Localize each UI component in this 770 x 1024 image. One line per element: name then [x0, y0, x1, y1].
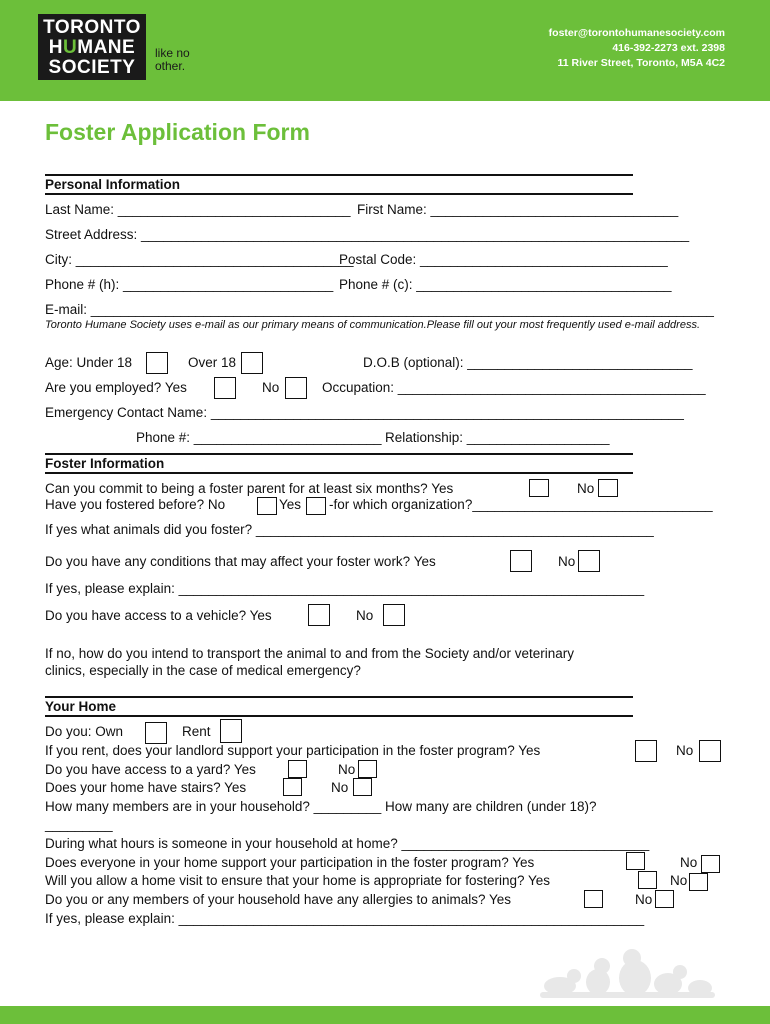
emergency-contact-field[interactable]: Emergency Contact Name: _______________________________________________________________ [45, 405, 684, 420]
logo-line-1: TORONTO [43, 17, 141, 38]
landlord-yes-checkbox[interactable] [635, 740, 657, 762]
vehicle-question: Do you have access to a vehicle? Yes [45, 608, 272, 623]
employed-label: Are you employed? Yes [45, 380, 187, 395]
stairs-yes-checkbox[interactable] [283, 778, 302, 796]
conditions-no-label: No [558, 554, 576, 569]
landlord-no-label: No [676, 743, 694, 758]
household-support-yes-checkbox[interactable] [626, 852, 645, 870]
occupation-field[interactable]: Occupation: _________________________________________ [322, 380, 706, 395]
conditions-explain-field[interactable]: If yes, please explain: ______________________________________________________________ [45, 581, 645, 596]
organization-logo [38, 14, 146, 80]
rent-checkbox[interactable] [220, 719, 242, 743]
which-animals-field[interactable]: If yes what animals did you foster? _____________________________________________________ [45, 522, 654, 537]
email-note: Toronto Humane Society uses e-mail as our primary means of communication.Please fill out your most frequently used e-mail address. [45, 319, 700, 331]
street-address-field[interactable]: Street Address: _________________________________________________________________________ [45, 227, 690, 242]
fostered-question: Have you fostered before? No [45, 497, 226, 512]
which-organization-field[interactable]: -for which organization?________________________________ [329, 497, 713, 512]
section-foster-heading: Foster Information [45, 453, 633, 474]
footer-bar [0, 1006, 770, 1024]
rent-label: Rent [182, 724, 211, 739]
stairs-question: Does your home have stairs? Yes [45, 780, 247, 795]
vehicle-yes-checkbox[interactable] [308, 604, 330, 626]
dob-field[interactable]: D.O.B (optional): ______________________________ [363, 355, 693, 370]
contact-block [549, 26, 725, 71]
home-visit-question: Will you allow a home visit to ensure that your home is appropriate for fostering? Yes [45, 873, 551, 888]
contact-email[interactable]: foster@torontohumanesociety.com [548, 27, 725, 39]
allergies-question: Do you or any members of your household have any allergies to animals? Yes [45, 892, 512, 907]
household-support-question: Does everyone in your home support your participation in the foster program? Yes [45, 855, 535, 870]
fostered-yes-label: Yes [279, 497, 302, 512]
commit-no-label: No [577, 481, 595, 496]
animal-silhouettes-icon [540, 948, 715, 1000]
conditions-question: Do you have any conditions that may affect your foster work? Yes [45, 554, 436, 569]
employed-no-label: No [262, 380, 280, 395]
over-18-label: Over 18 [188, 355, 237, 370]
vehicle-no-label: No [356, 608, 374, 623]
vehicle-no-checkbox[interactable] [383, 604, 405, 626]
home-visit-no-label: No [670, 873, 688, 888]
household-children-field[interactable]: _________ [45, 817, 113, 832]
logo-line-3: SOCIETY [48, 57, 136, 78]
yard-yes-checkbox[interactable] [288, 760, 307, 778]
under-18-checkbox[interactable] [146, 352, 168, 374]
household-members-field[interactable]: How many members are in your household? _________ How many are children (under 18)? [45, 799, 597, 814]
home-phone-field[interactable]: Phone # (h): ____________________________ [45, 277, 334, 292]
emergency-phone-field[interactable]: Phone #: _________________________ [136, 430, 382, 445]
transport-question-line-2: clinics, especially in the case of medical emergency? [45, 663, 361, 678]
fostered-yes-checkbox[interactable] [306, 497, 326, 515]
first-name-field[interactable]: First Name: _________________________________ [357, 202, 679, 217]
last-name-field[interactable]: Last Name: _______________________________ [45, 202, 351, 217]
hours-at-home-field[interactable]: During what hours is someone in your household at home? _________________________________ [45, 836, 650, 851]
contact-phone: 416-392-2273 ext. 2398 [612, 42, 725, 54]
allergies-no-checkbox[interactable] [655, 890, 674, 908]
tagline: like no other. [155, 46, 190, 73]
landlord-question: If you rent, does your landlord support your participation in the foster program? Yes [45, 743, 541, 758]
yard-no-label: No [338, 762, 356, 777]
email-field[interactable]: E-mail: ___________________________________________________________________________________ [45, 302, 714, 317]
transport-question-line-1: If no, how do you intend to transport the animal to and from the Society and/or veterinary [45, 646, 575, 661]
commit-question: Can you commit to being a foster parent for at least six months? Yes [45, 481, 454, 496]
contact-address: 11 River Street, Toronto, M5A 4C2 [557, 57, 725, 69]
stairs-no-label: No [331, 780, 349, 795]
over-18-checkbox[interactable] [241, 352, 263, 374]
yard-no-checkbox[interactable] [358, 760, 377, 778]
yard-question: Do you have access to a yard? Yes [45, 762, 256, 777]
header-banner [0, 0, 770, 101]
age-label: Age: Under 18 [45, 355, 133, 370]
landlord-no-checkbox[interactable] [699, 740, 721, 762]
own-checkbox[interactable] [145, 722, 167, 744]
home-visit-yes-checkbox[interactable] [638, 871, 657, 889]
stairs-no-checkbox[interactable] [353, 778, 372, 796]
section-home-heading: Your Home [45, 696, 633, 717]
own-label: Do you: Own [45, 724, 124, 739]
allergies-explain-field[interactable]: If yes, please explain: ______________________________________________________________ [45, 911, 645, 926]
relationship-field[interactable]: Relationship: ___________________ [385, 430, 610, 445]
home-visit-no-checkbox[interactable] [689, 873, 708, 891]
allergies-no-label: No [635, 892, 653, 907]
conditions-no-checkbox[interactable] [578, 550, 600, 572]
postal-code-field[interactable]: Postal Code: _________________________________ [339, 252, 668, 267]
employed-no-checkbox[interactable] [285, 377, 307, 399]
household-support-no-label: No [680, 855, 698, 870]
commit-no-checkbox[interactable] [598, 479, 618, 497]
household-support-no-checkbox[interactable] [701, 855, 720, 873]
cell-phone-field[interactable]: Phone # (c): __________________________________ [339, 277, 672, 292]
page-title: Foster Application Form [45, 119, 310, 145]
commit-yes-checkbox[interactable] [529, 479, 549, 497]
section-personal-heading: Personal Information [45, 174, 633, 195]
allergies-yes-checkbox[interactable] [584, 890, 603, 908]
conditions-yes-checkbox[interactable] [510, 550, 532, 572]
fostered-no-checkbox[interactable] [257, 497, 277, 515]
logo-line-2: HUMANE [48, 37, 136, 58]
employed-yes-checkbox[interactable] [214, 377, 236, 399]
city-field[interactable]: City: _____________________________________ [45, 252, 354, 267]
